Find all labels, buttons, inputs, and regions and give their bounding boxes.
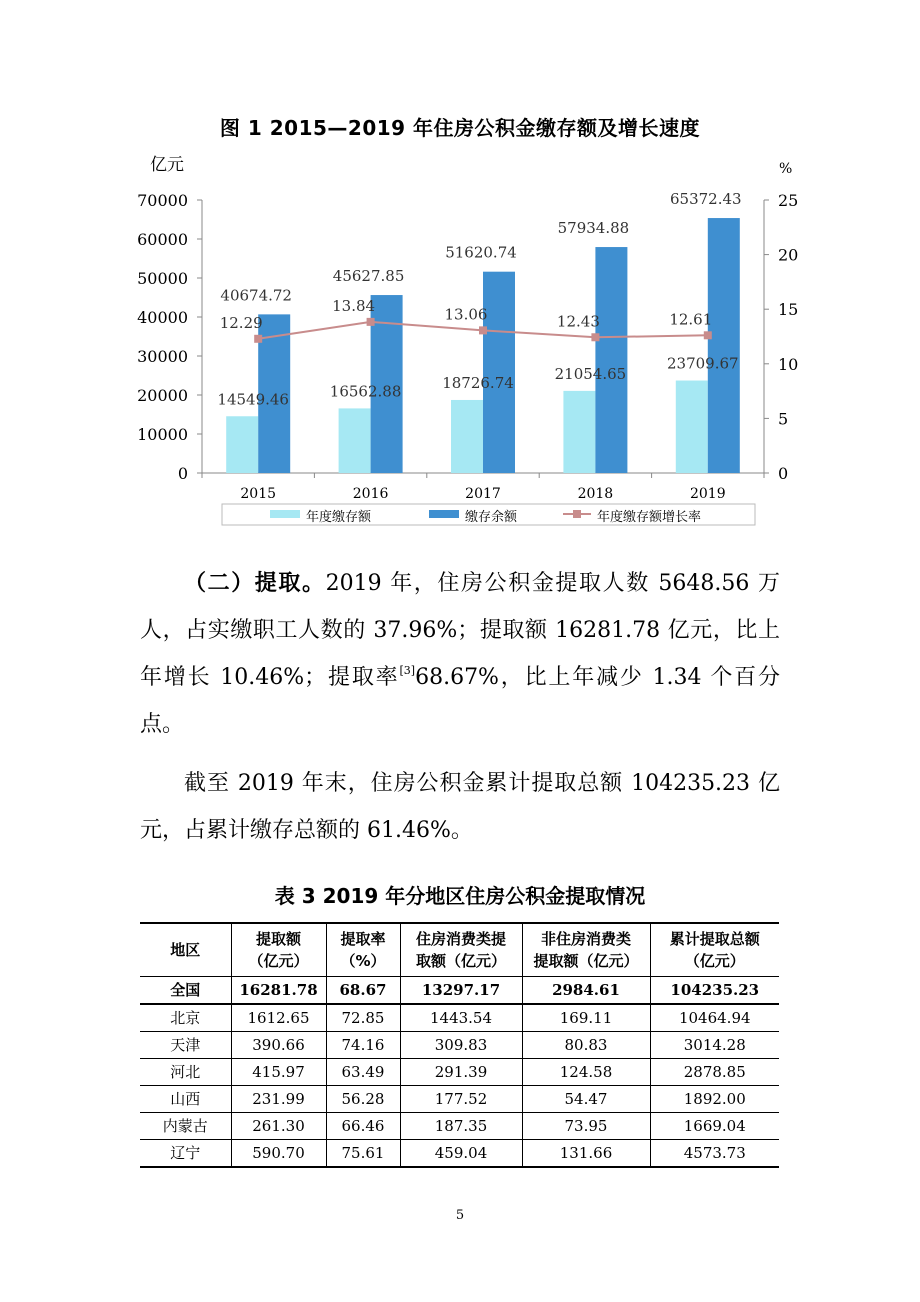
right-tick-label: 25: [778, 191, 799, 210]
table-cell: 天津: [140, 1032, 231, 1059]
table-cell: 56.28: [326, 1086, 400, 1113]
table-header-row: [140, 923, 779, 977]
right-tick-label: 10: [778, 354, 799, 374]
left-tick-label: 50000: [137, 269, 188, 288]
left-tick-label: 60000: [137, 230, 188, 249]
table-header-cell: 地区: [140, 923, 231, 977]
table-cell: 4573.73: [650, 1140, 779, 1168]
table-cell: 104235.23: [650, 977, 779, 1005]
left-tick-label: 20000: [137, 386, 188, 405]
data-label-growth-rate: 12.29: [219, 313, 263, 332]
right-tick-label: 15: [778, 300, 799, 320]
table-cell: 590.70: [231, 1140, 326, 1168]
left-tick-label: 0: [177, 464, 188, 483]
legend-swatch: [270, 510, 300, 518]
data-label-growth-rate: 12.61: [669, 310, 713, 329]
table-cell: 1612.65: [231, 1004, 326, 1032]
growth-rate-point: [479, 326, 487, 334]
page-number: 5: [455, 1208, 465, 1223]
table-cell: 390.66: [231, 1032, 326, 1059]
left-tick-label: 30000: [137, 347, 188, 366]
table-cell: 16281.78: [231, 977, 326, 1005]
legend-marker: [573, 510, 581, 518]
table-header-cell: 住房消费类提 取额（亿元）: [400, 923, 522, 977]
table-row: [140, 1113, 779, 1140]
bar-annual-deposit: [226, 416, 258, 473]
bar-annual-deposit: [451, 400, 483, 473]
table-cell: 63.49: [326, 1059, 400, 1086]
table-cell: 辽宁: [140, 1140, 231, 1168]
left-axis-unit: 亿元: [150, 155, 184, 175]
table-cell: 1669.04: [650, 1113, 779, 1140]
table-header-cell: 提取额 （亿元）: [231, 923, 326, 977]
table-cell: 68.67: [326, 977, 400, 1005]
table-cell: 66.46: [326, 1113, 400, 1140]
growth-rate-point: [591, 333, 599, 341]
table-cell: 13297.17: [400, 977, 522, 1005]
table-cell: 124.58: [522, 1059, 650, 1086]
legend-swatch: [429, 510, 459, 518]
bar-deposit-balance: [483, 272, 515, 473]
bar-annual-deposit: [676, 381, 708, 473]
legend-label: 年度缴存额增长率: [597, 510, 702, 525]
table-row: [140, 1059, 779, 1086]
table-cell: 河北: [140, 1059, 231, 1086]
table-header-cell: 非住房消费类 提取额（亿元）: [522, 923, 650, 977]
data-label-annual-deposit: 23709.67: [667, 354, 739, 373]
table-cell: 10464.94: [650, 1004, 779, 1032]
right-tick-label: 5: [778, 409, 789, 429]
table-cell: 内蒙古: [140, 1113, 231, 1140]
table-cell: 177.52: [400, 1086, 522, 1113]
growth-rate-point: [367, 318, 375, 326]
data-label-annual-deposit: 21054.65: [554, 364, 627, 383]
table-cell: 1443.54: [400, 1004, 522, 1032]
table-cell: 2878.85: [650, 1059, 779, 1086]
growth-rate-point: [254, 335, 262, 343]
x-tick-label: 2019: [689, 486, 726, 502]
table-row: [140, 1086, 779, 1113]
data-label-growth-rate: 13.84: [332, 296, 376, 315]
data-label-growth-rate: 13.06: [444, 305, 488, 324]
x-tick-label: 2018: [577, 486, 614, 502]
footnote-ref: [3]: [399, 664, 416, 677]
table-row-total: [140, 977, 779, 1005]
table-cell: 459.04: [400, 1140, 522, 1168]
table-row: [140, 1032, 779, 1059]
paragraph-text-1: 2019 年，住房公积金提取人数 5648.56 万人，占实缴职工人数的 37.96%；提取额 16281.78 亿元，比上年增长 10.46%；提取率: [140, 571, 780, 690]
figure-title: 图 1 2015—2019 年住房公积金缴存额及增长速度: [219, 116, 701, 140]
data-label-annual-deposit: 16562.88: [329, 382, 402, 401]
data-label-deposit-balance: 51620.74: [445, 243, 517, 262]
table-header-cell: 提取率 （%）: [326, 923, 400, 977]
data-label-deposit-balance: 40674.72: [220, 286, 292, 305]
growth-rate-point: [704, 331, 712, 339]
table-row: [140, 1140, 779, 1168]
bar-deposit-balance: [595, 247, 627, 473]
paragraph-cumulative: [140, 760, 780, 854]
table-cell: 231.99: [231, 1086, 326, 1113]
table-cell: 北京: [140, 1004, 231, 1032]
left-tick-label: 40000: [137, 308, 188, 327]
data-label-deposit-balance: 57934.88: [557, 219, 630, 238]
table-cell: 54.47: [522, 1086, 650, 1113]
table-cell: 261.30: [231, 1113, 326, 1140]
table-cell: 73.95: [522, 1113, 650, 1140]
section-heading: （二）提取。: [184, 571, 326, 596]
data-label-annual-deposit: 14549.46: [217, 390, 289, 409]
x-tick-label: 2015: [240, 486, 277, 502]
table-cell: 72.85: [326, 1004, 400, 1032]
table-cell: 75.61: [326, 1140, 400, 1168]
table-cell: 169.11: [522, 1004, 650, 1032]
data-label-annual-deposit: 18726.74: [442, 373, 514, 392]
table-header-cell: 累计提取总额 （亿元）: [650, 923, 779, 977]
table-cell: 415.97: [231, 1059, 326, 1086]
paragraph-text-2: 68.67%，比上年减少 1.34 个百分点。: [140, 665, 780, 737]
legend-label: 缴存余额: [465, 510, 518, 525]
paragraph-text-3: 截至 2019 年末，住房公积金累计提取总额 104235.23 亿元，占累计缴存总额的 61.46%。: [140, 771, 780, 843]
table-cell: 291.39: [400, 1059, 522, 1086]
bar-deposit-balance: [708, 218, 740, 473]
table-cell: 全国: [140, 977, 231, 1005]
right-axis-unit: %: [779, 161, 793, 177]
right-tick-label: 20: [778, 245, 799, 265]
paragraph-withdrawal: [140, 560, 780, 748]
right-tick-label: 0: [778, 464, 789, 483]
table-cell: 3014.28: [650, 1032, 779, 1059]
table-cell: 2984.61: [522, 977, 650, 1005]
x-tick-label: 2017: [465, 486, 501, 502]
table-row: [140, 1004, 779, 1032]
table-cell: 309.83: [400, 1032, 522, 1059]
withdrawal-table: [140, 922, 779, 1168]
table-cell: 1892.00: [650, 1086, 779, 1113]
data-label-growth-rate: 12.43: [556, 312, 600, 331]
bar-line-chart: [0, 140, 920, 540]
left-tick-label: 10000: [137, 425, 188, 444]
bar-annual-deposit: [563, 391, 595, 473]
left-tick-label: 70000: [137, 191, 188, 210]
table-cell: 80.83: [522, 1032, 650, 1059]
table-body: [140, 977, 779, 1168]
bar-annual-deposit: [339, 408, 371, 473]
table-cell: 山西: [140, 1086, 231, 1113]
data-label-deposit-balance: 45627.85: [332, 267, 405, 286]
table-cell: 131.66: [522, 1140, 650, 1168]
table-title: 表 3 2019 年分地区住房公积金提取情况: [274, 884, 646, 908]
data-label-deposit-balance: 65372.43: [670, 190, 742, 209]
legend-label: 年度缴存额: [306, 510, 372, 525]
table-cell: 187.35: [400, 1113, 522, 1140]
x-tick-label: 2016: [352, 486, 389, 502]
table-cell: 74.16: [326, 1032, 400, 1059]
